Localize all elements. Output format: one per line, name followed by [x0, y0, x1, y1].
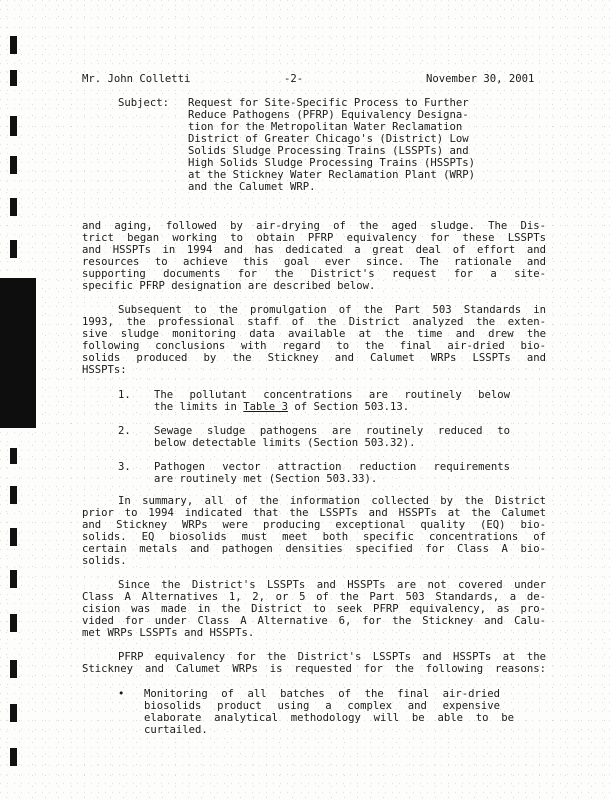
paragraph-line: PFRP equivalency for the District's LSSPTs and HSSPTs at the	[118, 651, 546, 663]
paragraph-line: cision was made in the District to seek PFRP equivalency, as pro-	[82, 603, 546, 615]
paragraph-line: and HSSPTs in 1994 and has dedicated a great deal of effort and	[82, 244, 546, 256]
binder-hole-mark	[10, 448, 17, 464]
paragraph-line: solids.	[82, 555, 127, 567]
bullet-line: elaborate analytical methodology will be able to be	[144, 712, 514, 724]
binder-hole-mark	[10, 156, 17, 174]
scan-edge-shadow	[0, 278, 36, 428]
binder-hole-mark	[10, 486, 17, 504]
binder-hole-mark	[10, 570, 17, 588]
paragraph-line: and aging, followed by air-drying of the aged sludge. The Dis-	[82, 220, 546, 232]
binder-hole-mark	[10, 70, 17, 86]
paragraph-line: HSSPTs:	[82, 364, 127, 376]
paragraph-line: certain metals and pathogen densities specified for Class A bio-	[82, 543, 546, 555]
paragraph-line: Class A Alternatives 1, 2, or 5 of the Part 503 Standards, a de-	[82, 591, 546, 603]
list-item-line: Sewage sludge pathogens are routinely reduced to	[154, 425, 510, 437]
subject-line: Solids Sludge Processing Trains (LSSPTs) and	[188, 145, 469, 157]
paragraph-line: sive sludge monitoring data available at the time and drew the	[82, 328, 546, 340]
list-item-line: Pathogen vector attraction reduction requirements	[154, 461, 510, 473]
binder-hole-mark	[10, 528, 17, 546]
list-item-line: below detectable limits (Section 503.32).	[154, 437, 416, 449]
paragraph-line: solids. EQ biosolids must meet both specific concentrations of	[82, 531, 546, 543]
subject-label: Subject:	[118, 97, 170, 109]
binder-hole-mark	[10, 748, 17, 766]
binder-hole-mark	[10, 240, 17, 258]
binder-hole-mark	[10, 614, 17, 632]
subject-line: District of Greater Chicago's (District) Low	[188, 133, 469, 145]
list-number: 1.	[118, 389, 131, 401]
bullet-line: biosolids product using a complex and expensive	[144, 700, 500, 712]
page-number: -2-	[284, 73, 304, 85]
binder-hole-mark	[10, 704, 17, 722]
subject-line: and the Calumet WRP.	[188, 181, 316, 193]
paragraph-line: 1993, the professional staff of the District analyzed the exten-	[82, 316, 546, 328]
paragraph-line: resources to achieve this goal ever since. The rationale and	[82, 256, 546, 268]
list-item-line: are routinely met (Section 503.33).	[154, 473, 378, 485]
subject-line: tion for the Metropolitan Water Reclamation	[188, 121, 463, 133]
binder-hole-mark	[10, 198, 17, 216]
paragraph-line: specific PFRP designation are described below.	[82, 280, 376, 292]
binder-hole-mark	[10, 116, 17, 136]
paragraph-line: solids produced by the Stickney and Calumet WRPs LSSPTs and	[82, 352, 546, 364]
paragraph-line: and Stickney WRPs were producing exceptional quality (EQ) bio-	[82, 519, 546, 531]
paragraph-line: Subsequent to the promulgation of the Part 503 Standards in	[118, 304, 546, 316]
letter-date: November 30, 2001	[426, 73, 535, 85]
subject-line: Reduce Pathogens (PFRP) Equivalency Designa-	[188, 109, 469, 121]
list-item-line: The pollutant concentrations are routinely below	[154, 389, 510, 401]
paragraph-line: prior to 1994 indicated that the LSSPTs and HSSPTs at the Calumet	[82, 507, 546, 519]
paragraph-line: following conclusions with regard to the final air-dried bio-	[82, 340, 546, 352]
bullet-line: curtailed.	[144, 724, 208, 736]
paragraph-line: met WRPs LSSPTs and HSSPTs.	[82, 627, 255, 639]
table-3-reference: Table 3	[243, 401, 288, 413]
bullet-line: Monitoring of all batches of the final air-dried	[144, 688, 500, 700]
subject-line: at the Stickney Water Reclamation Plant (WRP)	[188, 169, 476, 181]
list-item-text: the limits in	[154, 401, 244, 413]
subject-line: Request for Site-Specific Process to Further	[188, 97, 469, 109]
list-number: 3.	[118, 461, 131, 473]
list-number: 2.	[118, 425, 131, 437]
subject-line: High Solids Sludge Processing Trains (HSSPTs)	[188, 157, 476, 169]
binder-hole-mark	[10, 36, 17, 54]
binder-hole-mark	[10, 660, 17, 678]
paragraph-line: Since the District's LSSPTs and HSSPTs are not covered under	[118, 579, 546, 591]
paragraph-line: trict began working to obtain PFRP equivalency for these LSSPTs	[82, 232, 546, 244]
list-item-text: of Section 503.13.	[287, 401, 410, 413]
paragraph-line: supporting documents for the District's request for a site-	[82, 268, 546, 280]
paragraph-line: Stickney and Calumet WRPs is requested for the following reasons:	[82, 663, 546, 675]
bullet-icon: •	[118, 688, 125, 700]
addressee: Mr. John Colletti	[82, 73, 191, 85]
paragraph-line: vided for under Class A Alternative 6, for the Stickney and Calu-	[82, 615, 546, 627]
list-item-line	[154, 401, 409, 413]
paragraph-line: In summary, all of the information collected by the District	[118, 495, 546, 507]
